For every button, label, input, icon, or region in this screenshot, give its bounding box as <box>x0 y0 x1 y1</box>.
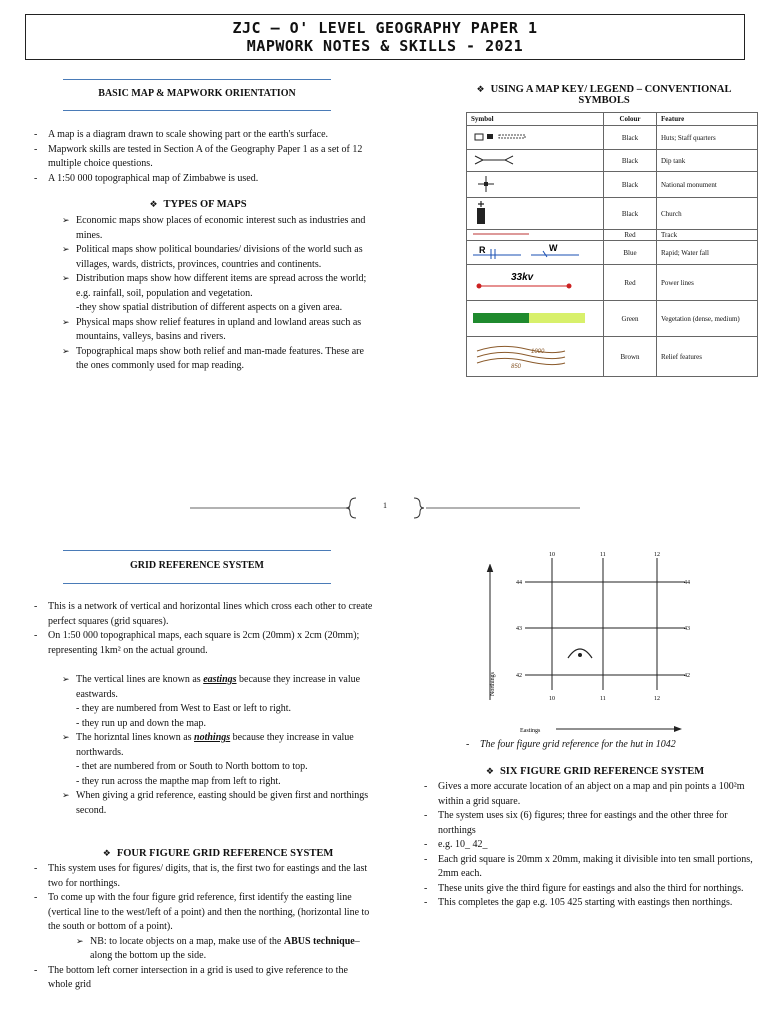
header-title-line2: MAPWORK NOTES & SKILLS - 2021 <box>246 37 524 55</box>
legend-table <box>466 112 758 380</box>
row-label-right: 44 <box>684 580 690 586</box>
grid-section-title: GRID REFERENCE SYSTEM <box>130 560 264 571</box>
row-label-left: 42 <box>516 673 522 679</box>
nb-post: – along the bottom up the side. <box>90 935 360 961</box>
four-bullet-2: - To come up with the four figure grid reference, first identify the easting line (vertical line to the west/left of a point) and then the northing, (horizontal line to the south or bottom of a point). <box>28 891 374 935</box>
six-bullet-3: - e.g. 10_ 42_ <box>418 838 760 853</box>
row-label-left: 44 <box>516 580 522 586</box>
row-label-left: 43 <box>516 626 522 632</box>
types-item-distribution: ➢ Distribution maps show how different items are spread across the world; e.g. rainfall, soil, population and vegetation. <box>48 272 374 301</box>
four-list <box>28 862 374 993</box>
six-bullet-6: - This completes the gap e.g. 105 425 starting with eastings then northings. <box>418 896 760 911</box>
diamond-icon: ❖ <box>149 200 158 210</box>
basic-list <box>28 128 380 186</box>
relief-contour-icon <box>467 337 604 377</box>
legend-colour: Black <box>604 198 657 230</box>
grid-diagram <box>480 548 720 740</box>
legend-row <box>467 230 758 241</box>
legend-feature: Dip tank <box>657 150 758 172</box>
grid-lines-list <box>48 673 378 818</box>
legend-colour: Black <box>604 150 657 172</box>
eastings-item <box>48 673 378 702</box>
row-label-right: 42 <box>684 673 690 679</box>
four-bullet-3: - The bottom left corner intersection in a grid is used to give reference to the whole grid <box>28 964 374 993</box>
four-nb <box>62 935 374 964</box>
nb-abus: ABUS technique <box>283 935 355 947</box>
legend-header-feature: Feature <box>657 113 758 126</box>
legend-title-line2: SYMBOLS <box>578 95 630 106</box>
hut-symbol-icon <box>467 126 604 150</box>
legend-colour: Green <box>604 301 657 337</box>
nothings-term: nothings <box>194 732 231 743</box>
page-footer <box>190 496 580 520</box>
six-bullet-1: - Gives a more accurate location of an abject on a map and pin points a 100²m within a grid square. <box>418 780 760 809</box>
legend-row <box>467 150 758 172</box>
legend-feature: Power lines <box>657 265 758 301</box>
power-label: 33kv <box>511 271 534 283</box>
four-title <box>68 848 368 859</box>
track-icon <box>467 230 604 241</box>
types-title <box>28 199 368 210</box>
legend-row <box>467 126 758 150</box>
rule-bottom <box>63 583 331 584</box>
order-note: ➢ When giving a grid reference, easting should be given first and northings second. <box>48 789 378 818</box>
legend-colour: Red <box>604 230 657 241</box>
contour-label-1: 1000 <box>531 348 545 355</box>
basic-section-title: BASIC MAP & MAPWORK ORIENTATION <box>98 88 296 99</box>
bottom-label: 11 <box>600 696 606 702</box>
legend-row <box>467 198 758 230</box>
eastings-sub-1: - they are numbered from West to East or left to right. <box>76 703 292 714</box>
diamond-icon: ❖ <box>485 767 494 777</box>
basic-bullet-1: - A map is a diagram drawn to scale showing part or the earth's surface. <box>28 128 380 143</box>
grid-list <box>28 600 374 658</box>
row-label-right: 43 <box>684 626 690 632</box>
eastings-post: because they increase in value eastwards. <box>76 674 361 700</box>
north-arrow-icon <box>487 564 493 572</box>
rapid-letter: R <box>479 244 486 255</box>
nb-pre: NB: to locate objects on a map, make use of the <box>90 935 284 947</box>
waterfall-letter: W <box>549 242 558 253</box>
rule-top <box>63 550 331 551</box>
legend-feature: Rapid; Water fall <box>657 241 758 265</box>
rule-bottom <box>63 110 331 111</box>
top-label: 11 <box>600 552 606 558</box>
types-item-economic: ➢ Economic maps show places of economic interest such as industries and mines. <box>48 214 374 243</box>
legend-colour: Black <box>604 126 657 150</box>
nothings-post: because they increase in value northwards. <box>76 732 354 758</box>
header-title-line1: ZJC – O' LEVEL GEOGRAPHY PAPER 1 <box>232 19 538 37</box>
legend-colour: Brown <box>604 337 657 377</box>
legend-title <box>452 84 756 106</box>
church-icon <box>467 198 604 230</box>
national-monument-icon <box>467 172 604 198</box>
legend-row <box>467 241 758 265</box>
legend-colour: Blue <box>604 241 657 265</box>
page-header <box>25 14 745 60</box>
legend-feature: Relief features <box>657 337 758 377</box>
six-bullet-5: - These units give the third figure for eastings and also the third for northings. <box>418 882 760 897</box>
legend-row <box>467 265 758 301</box>
six-list <box>418 780 760 911</box>
basic-bullet-2: - Mapwork skills are tested in Section A of the Geography Paper 1 as a set of 12 multiple choice questions. <box>28 143 380 172</box>
legend-row <box>467 337 758 377</box>
legend-row <box>467 301 758 337</box>
eastings-pre: The vertical lines are known as <box>76 674 204 685</box>
six-title <box>430 766 760 777</box>
nothings-sub-2: - they run across the mapthe map from left to right. <box>76 775 281 787</box>
vegetation-icon <box>467 301 604 337</box>
diamond-icon: ❖ <box>102 849 111 859</box>
legend-feature: Track <box>657 230 758 241</box>
six-bullet-4: - Each grid square is 20mm x 20mm, making it divisible into ten small portions, 2mm each. <box>418 853 760 882</box>
diagram-caption-text: The four figure grid reference for the hut in 1042 <box>480 739 676 750</box>
bottom-label: 10 <box>549 696 555 702</box>
legend-feature: Vegetation (dense, medium) <box>657 301 758 337</box>
legend-header-colour: Colour <box>604 113 657 126</box>
rule-top <box>63 79 331 80</box>
nothings-item <box>48 731 378 760</box>
dip-tank-icon <box>467 150 604 172</box>
grid-diagram-svg <box>480 548 720 740</box>
power-lines-icon <box>467 265 604 301</box>
four-title-text: FOUR FIGURE GRID REFERENCE SYSTEM <box>116 848 334 859</box>
six-bullet-2: - The system uses six (6) figures; three for eastings and the other three for northings <box>418 809 760 838</box>
legend-colour: Black <box>604 172 657 198</box>
legend-feature: Huts; Staff quarters <box>657 126 758 150</box>
grid-bullet-2: - On 1:50 000 topographical maps, each square is 2cm (20mm) x 2cm (20mm); representing 1km² on the actual ground. <box>28 629 374 658</box>
grid-bullet-1: - This is a network of vertical and horizontal lines which cross each other to create perfect squares (grid squares). <box>28 600 374 629</box>
four-bullet-1: - This system uses for figures/ digits, that is, the first two for eastings and the last two for northings. <box>28 862 374 891</box>
legend-colour: Red <box>604 265 657 301</box>
page-number: 1 <box>383 501 387 510</box>
types-item-physical: ➢ Physical maps show relief features in upland and lowland areas such as mountains, valleys, basins and rivers. <box>48 316 374 345</box>
types-distribution-extra: -they show spatial distribution of different aspects on a given area. <box>76 302 343 313</box>
types-title-text: TYPES OF MAPS <box>163 199 247 210</box>
contour-label-2: 850 <box>511 363 522 370</box>
eastings-term: eastings <box>203 674 237 685</box>
diagram-caption <box>460 738 768 753</box>
rapid-waterfall-icon <box>467 241 604 265</box>
legend-title-line1: USING A MAP KEY/ LEGEND – CONVENTIONAL <box>490 84 732 95</box>
legend-feature: National monument <box>657 172 758 198</box>
types-item-political: ➢ Political maps show political boundaries/ divisions of the world such as villages, wards, districts, provinces, countries and continents. <box>48 243 374 272</box>
eastings-sub-2: - they run up and down the map. <box>76 717 206 729</box>
types-list <box>48 214 374 374</box>
eastings-label: Eastings <box>520 728 541 734</box>
nothings-pre: The horizntal lines known as <box>76 732 195 743</box>
basic-bullet-3: - A 1:50 000 topographical map of Zimbabwe is used. <box>28 172 380 187</box>
six-title-text: SIX FIGURE GRID REFERENCE SYSTEM <box>499 766 705 777</box>
diamond-icon: ❖ <box>476 85 485 95</box>
bottom-label: 12 <box>654 696 660 702</box>
northings-label: Northings <box>490 672 496 696</box>
top-label: 10 <box>549 552 555 558</box>
east-arrow-icon <box>674 726 682 732</box>
nothings-sub-1: - thet are numbered from or South to North bottom to top. <box>76 761 308 772</box>
top-label: 12 <box>654 552 660 558</box>
legend-row <box>467 172 758 198</box>
legend-header-symbol: Symbol <box>467 113 604 126</box>
types-item-topographical: ➢ Topographical maps show both relief and man-made features. These are the ones commonly used for map reading. <box>48 345 374 374</box>
legend-feature: Church <box>657 198 758 230</box>
